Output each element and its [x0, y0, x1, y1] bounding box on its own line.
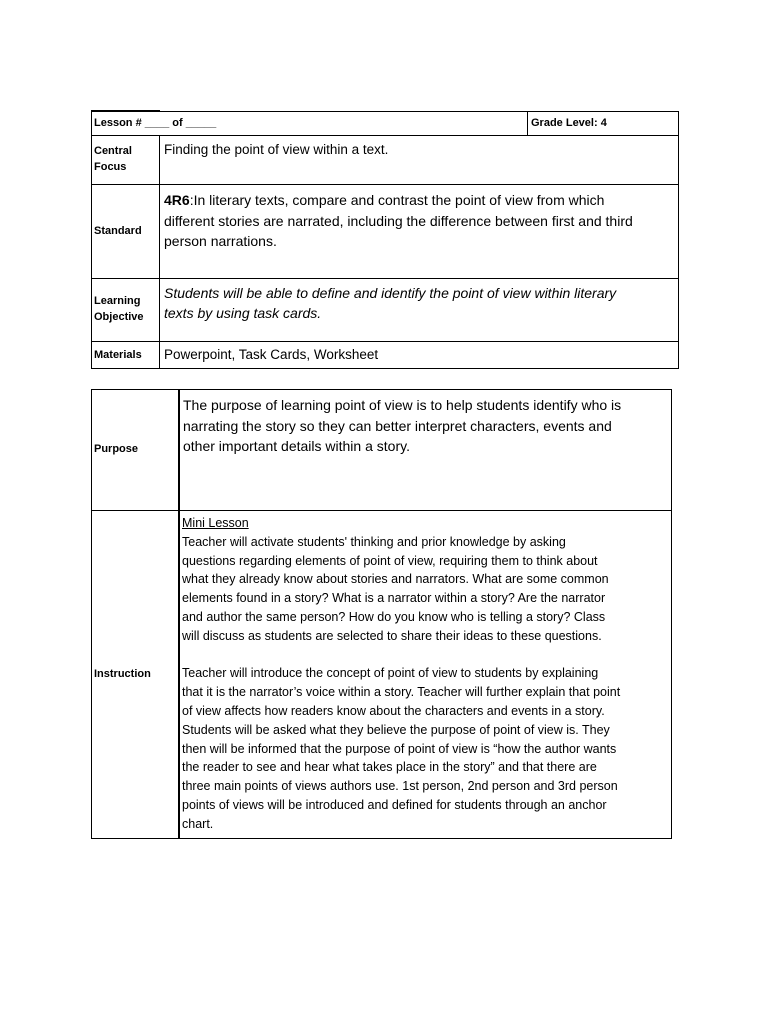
mini-lesson-heading: Mini Lesson: [182, 516, 249, 530]
table2-vline: [671, 389, 672, 839]
standard-code: 4R6: [164, 192, 190, 208]
materials-label: Materials: [94, 349, 142, 361]
learning-objective-label: Learning Objective: [94, 295, 144, 323]
table1-hline: [91, 111, 679, 112]
table1-hline: [91, 278, 679, 279]
learning-objective-text: Students will be able to define and identify the point of view within literary texts by using task cards.: [164, 285, 617, 321]
standard-text: 4R6:In literary texts, compare and contrast the point of view from which different stories are narrated, including the difference between first and third person narrations.: [164, 192, 633, 249]
grade-level-label: Grade Level: 4: [531, 117, 607, 129]
purpose-text: The purpose of learning point of view is to help students identify who is narrating the story so they can better interpret characters, events and other important details within a story.: [183, 397, 622, 454]
instruction-paragraph-1: Teacher will activate students' thinking and prior knowledge by asking questions regarding elements of point of view, requiring them to think about what they already know about stories and narrators. What are some common elements found in a story? What is a narrator within a story? Are the narrator and author the same person? How do you know who is telling a story? Class will discuss as students are selected to share their ideas to these questions.: [182, 534, 609, 643]
table1-vline: [678, 111, 679, 369]
table1-hline: [91, 184, 679, 185]
table1-hline: [91, 368, 679, 369]
instruction-label: Instruction: [94, 668, 151, 680]
table1-hline: [91, 341, 679, 342]
table1-hline: [91, 135, 679, 136]
instruction-text: [182, 514, 670, 834]
lesson-number-label: Lesson # ____ of _____: [94, 117, 217, 129]
purpose-label: Purpose: [94, 443, 139, 455]
table1-vline: [159, 135, 160, 369]
materials-value: Powerpoint, Task Cards, Worksheet: [164, 347, 379, 362]
central-focus-label: Central Focus: [94, 145, 132, 173]
table2-vline: [178, 389, 180, 839]
central-focus-value: Finding the point of view within a text.: [164, 142, 389, 157]
standard-label: Standard: [94, 225, 142, 237]
table2-vline: [91, 389, 92, 839]
instruction-paragraph-2: Teacher will introduce the concept of point of view to students by explaining that it is the narrator’s voice within a story. Teacher will further explain that point of view affects how readers know about the characters and events in a story. Students will be asked what they believe the purpose of point of view is. They then will be informed that the purpose of point of view is “how the author wants the reader to see and hear what takes place in the story” and that there are three main points of views authors use. 1st person, 2nd person and 3rd person points of views will be introduced and defined for students through an anchor chart.: [182, 666, 621, 831]
table1-vline: [91, 111, 92, 369]
table1-vline: [527, 111, 528, 136]
